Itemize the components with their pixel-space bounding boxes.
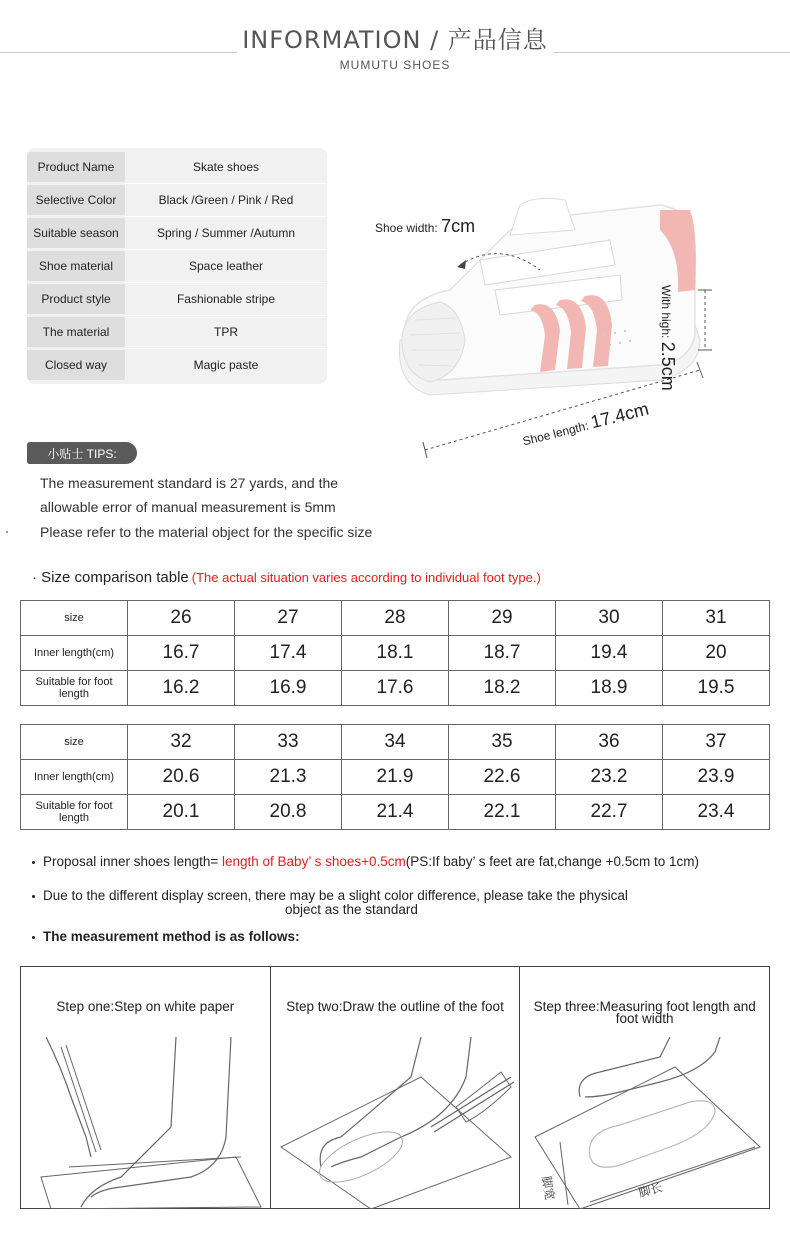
table-cell: 19.5 bbox=[663, 671, 770, 706]
shoe-illustration bbox=[360, 190, 780, 470]
method-text: The measurement method is as follows: bbox=[43, 929, 300, 944]
shoe-length-text: Shoe length: bbox=[521, 418, 590, 449]
info-divider bbox=[125, 315, 327, 316]
proposal-note bbox=[32, 854, 699, 869]
tip-line: The measurement standard is 27 yards, and the bbox=[40, 475, 339, 491]
tips-badge: 小贴士 TIPS: bbox=[27, 442, 137, 464]
tip-line: allowable error of manual measurement is 5mm bbox=[40, 499, 336, 515]
table-row bbox=[21, 601, 770, 636]
table-cell: 29 bbox=[449, 601, 556, 636]
info-value: Spring / Summer /Autumn bbox=[156, 226, 296, 240]
tip-line: Please refer to the material object for the specific size bbox=[40, 524, 373, 540]
table-cell: 18.2 bbox=[449, 671, 556, 706]
info-row-style bbox=[27, 284, 327, 314]
decorative-dot bbox=[6, 531, 8, 533]
table-cell: 34 bbox=[342, 725, 449, 760]
row-label: Inner length(cm) bbox=[21, 636, 128, 671]
table-cell: 30 bbox=[556, 601, 663, 636]
size-title-text: · Size comparison table bbox=[32, 569, 189, 586]
display-line-1: Due to the different display screen, there may be a slight color difference, please take the physical bbox=[43, 888, 628, 903]
info-row-closure bbox=[27, 350, 327, 380]
info-value: Black /Green / Pink / Red bbox=[158, 193, 294, 207]
table-cell: 35 bbox=[449, 725, 556, 760]
proposal-red: length of Baby’ s shoes+0.5cm bbox=[218, 854, 406, 869]
shoe-height-label bbox=[657, 285, 678, 391]
display-note bbox=[32, 889, 628, 902]
info-label: Selective Color bbox=[27, 185, 125, 215]
step-two bbox=[271, 967, 521, 1208]
table-row bbox=[21, 725, 770, 760]
table-cell: 20.6 bbox=[128, 760, 235, 795]
info-label: The material bbox=[27, 317, 125, 347]
proposal-suffix: (PS:If baby’ s feet are fat,change +0.5cm to 1cm) bbox=[405, 854, 700, 869]
info-row-material bbox=[27, 317, 327, 347]
product-info-table bbox=[27, 148, 327, 384]
info-divider bbox=[125, 348, 327, 349]
table-row bbox=[21, 671, 770, 706]
shoe-length-value: 17.4cm bbox=[588, 398, 651, 433]
table-cell: 21.3 bbox=[235, 760, 342, 795]
table-cell: 36 bbox=[556, 725, 663, 760]
table-cell: 27 bbox=[235, 601, 342, 636]
foot-width-tag: 脚宽 bbox=[539, 1175, 558, 1202]
foot-length-tag: 脚长 bbox=[637, 1180, 665, 1200]
table-cell: 23.9 bbox=[663, 760, 770, 795]
step-title: Step one:Step on white paper bbox=[56, 999, 235, 1014]
row-label: size bbox=[21, 725, 128, 760]
row-label: size bbox=[21, 601, 128, 636]
info-divider bbox=[125, 216, 327, 217]
step-three bbox=[520, 967, 769, 1208]
measurement-steps bbox=[20, 966, 770, 1209]
info-row-shoe-material bbox=[27, 251, 327, 281]
page-subtitle: MUMUTU SHOES bbox=[339, 58, 451, 72]
size-table-2 bbox=[20, 724, 770, 830]
info-value: Magic paste bbox=[193, 358, 259, 372]
step-one bbox=[21, 967, 271, 1208]
table-row bbox=[21, 795, 770, 830]
table-cell: 26 bbox=[128, 601, 235, 636]
info-label: Product Name bbox=[27, 152, 125, 182]
bullet bbox=[32, 895, 35, 898]
method-title bbox=[32, 929, 300, 944]
table-cell: 20.8 bbox=[235, 795, 342, 830]
table-row bbox=[21, 760, 770, 795]
info-row-product-name bbox=[27, 152, 327, 182]
bullet bbox=[32, 936, 35, 939]
table-cell: 20.1 bbox=[128, 795, 235, 830]
table-cell: 28 bbox=[342, 601, 449, 636]
info-label: Suitable season bbox=[27, 218, 125, 248]
row-label: Suitable for foot length bbox=[21, 795, 128, 830]
table-cell: 32 bbox=[128, 725, 235, 760]
table-cell: 22.1 bbox=[449, 795, 556, 830]
table-cell: 22.7 bbox=[556, 795, 663, 830]
size-title-note: (The actual situation varies according to individual foot type.) bbox=[191, 570, 541, 585]
step-one-illustration bbox=[21, 1037, 271, 1209]
step-title: Step three:Measuring foot length and foot width bbox=[533, 999, 756, 1026]
table-cell: 23.2 bbox=[556, 760, 663, 795]
step-three-illustration bbox=[520, 1037, 770, 1209]
info-value: Fashionable stripe bbox=[176, 292, 276, 306]
table-row bbox=[21, 636, 770, 671]
table-cell: 17.4 bbox=[235, 636, 342, 671]
table-cell: 23.4 bbox=[663, 795, 770, 830]
info-divider bbox=[125, 183, 327, 184]
info-row-color bbox=[27, 185, 327, 215]
table-cell: 21.9 bbox=[342, 760, 449, 795]
size-section-title bbox=[32, 569, 541, 586]
info-label: Product style bbox=[27, 284, 125, 314]
table-cell: 17.6 bbox=[342, 671, 449, 706]
row-label: Suitable for foot length bbox=[21, 671, 128, 706]
table-cell: 16.9 bbox=[235, 671, 342, 706]
step-two-illustration bbox=[271, 1037, 521, 1209]
page-title: INFORMATION / 产品信息 bbox=[242, 26, 548, 54]
shoe-width-text: Shoe width: bbox=[375, 221, 438, 235]
info-value: Skate shoes bbox=[192, 160, 260, 174]
table-cell: 19.4 bbox=[556, 636, 663, 671]
shoe-height-text: With high: bbox=[659, 285, 673, 339]
proposal-prefix: Proposal inner shoes length= bbox=[43, 854, 219, 869]
info-value: TPR bbox=[214, 325, 238, 339]
info-row-season bbox=[27, 218, 327, 248]
table-cell: 22.6 bbox=[449, 760, 556, 795]
table-cell: 20 bbox=[663, 636, 770, 671]
table-cell: 16.7 bbox=[128, 636, 235, 671]
row-label: Inner length(cm) bbox=[21, 760, 128, 795]
shoe-width-label bbox=[375, 216, 475, 237]
display-note-line-2: object as the standard bbox=[285, 902, 418, 917]
bullet bbox=[32, 861, 35, 864]
info-label: Shoe material bbox=[27, 251, 125, 281]
size-table-1 bbox=[20, 600, 770, 706]
info-label: Closed way bbox=[27, 350, 125, 380]
step-title: Step two:Draw the outline of the foot bbox=[286, 999, 504, 1014]
info-divider bbox=[125, 249, 327, 250]
table-cell: 33 bbox=[235, 725, 342, 760]
shoe-width-value: 7cm bbox=[441, 216, 476, 236]
shoe-height-value: 2.5cm bbox=[658, 341, 678, 391]
table-cell: 18.9 bbox=[556, 671, 663, 706]
table-cell: 18.1 bbox=[342, 636, 449, 671]
info-value: Space leather bbox=[188, 259, 264, 273]
info-divider bbox=[125, 282, 327, 283]
table-cell: 37 bbox=[663, 725, 770, 760]
table-cell: 18.7 bbox=[449, 636, 556, 671]
table-cell: 16.2 bbox=[128, 671, 235, 706]
table-cell: 31 bbox=[663, 601, 770, 636]
table-cell: 21.4 bbox=[342, 795, 449, 830]
